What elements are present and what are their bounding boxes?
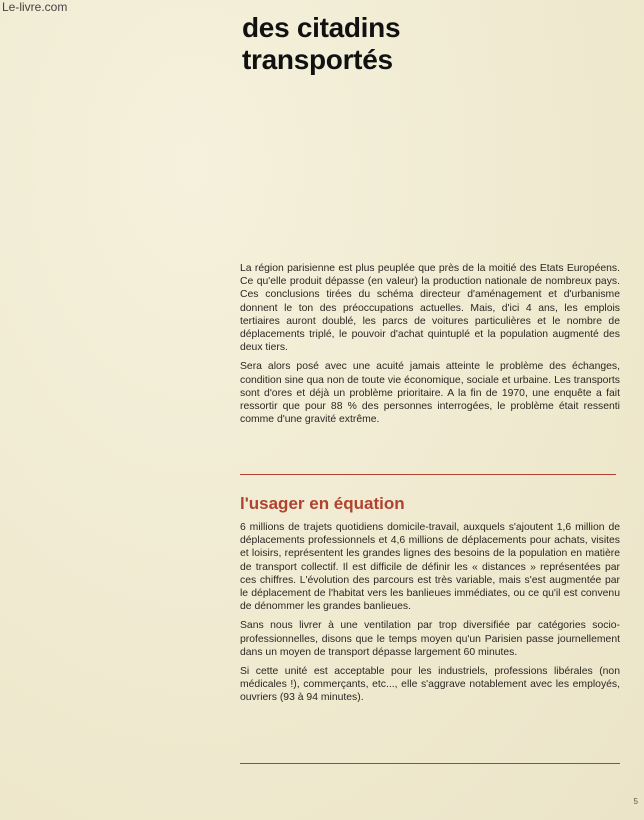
bottom-divider	[240, 763, 620, 764]
intro-text	[240, 262, 620, 432]
section-paragraph: Sans nous livrer à une ventilation par trop diversifiée par catégories socio-professionnelles, disons que le temps moyen qu'un Parisien passe journellement dans un moyen de transport dépasse largement 60 minutes.	[240, 620, 620, 658]
section-paragraph: 6 millions de trajets quotidiens domicile-travail, auxquels s'ajoutent 1,6 million de déplacements professionnels et 4,6 millions de déplacements pour achats, visites et loisirs, représentent les grandes lignes des besoins de la population en matière de transport collectif. Il est difficile de définir les « distances » représentées par ces chiffres. L'évolution des parcours est très variable, mais s'est augmentée par le déplacement de l'habitat vers les banlieues immédiates, ou ce qu'il est convenu de dénommer les grandes banlieues.	[240, 522, 620, 613]
section-heading: l'usager en équation	[240, 494, 405, 513]
title-line-1: des citadins	[242, 12, 401, 43]
intro-paragraph: La région parisienne est plus peuplée que près de la moitié des Etats Européens. Ce qu'elle produit dépasse (en valeur) la production nationale de nombreux pays. Ces conclusions tirées du schéma directeur d'aménagement et d'urbanisme donnent le ton des préoccupations actuelles. Mais, d'ici 4 ans, les emplois tertiaires auront doublé, les parcs de voitures particulières et le nombre de déplacements triplé, le pouvoir d'achat quintuplé et la population augmenté des deux tiers.	[240, 263, 620, 354]
section-divider	[240, 474, 616, 475]
watermark: Le-livre.com	[2, 0, 68, 14]
section-paragraph: Si cette unité est acceptable pour les industriels, professions libérales (non médicales !), commerçants, etc..., elle s'aggrave notablement avec les employés, ouvriers (93 à 94 minutes).	[240, 666, 620, 704]
title-line-2: transportés	[242, 44, 393, 75]
section-text	[240, 521, 620, 711]
page-number: 5	[633, 797, 638, 806]
page-title	[242, 12, 400, 76]
intro-paragraph: Sera alors posé avec une acuité jamais atteinte le problème des échanges, condition sine qua non de toute vie économique, sociale et urbaine. Les transports sont d'ores et déjà un problème prioritaire. A la fin de 1970, une enquête a fait ressortir que pour 88 % des personnes interrogées, le problème était ressenti comme d'une gravité extrême.	[240, 361, 620, 426]
